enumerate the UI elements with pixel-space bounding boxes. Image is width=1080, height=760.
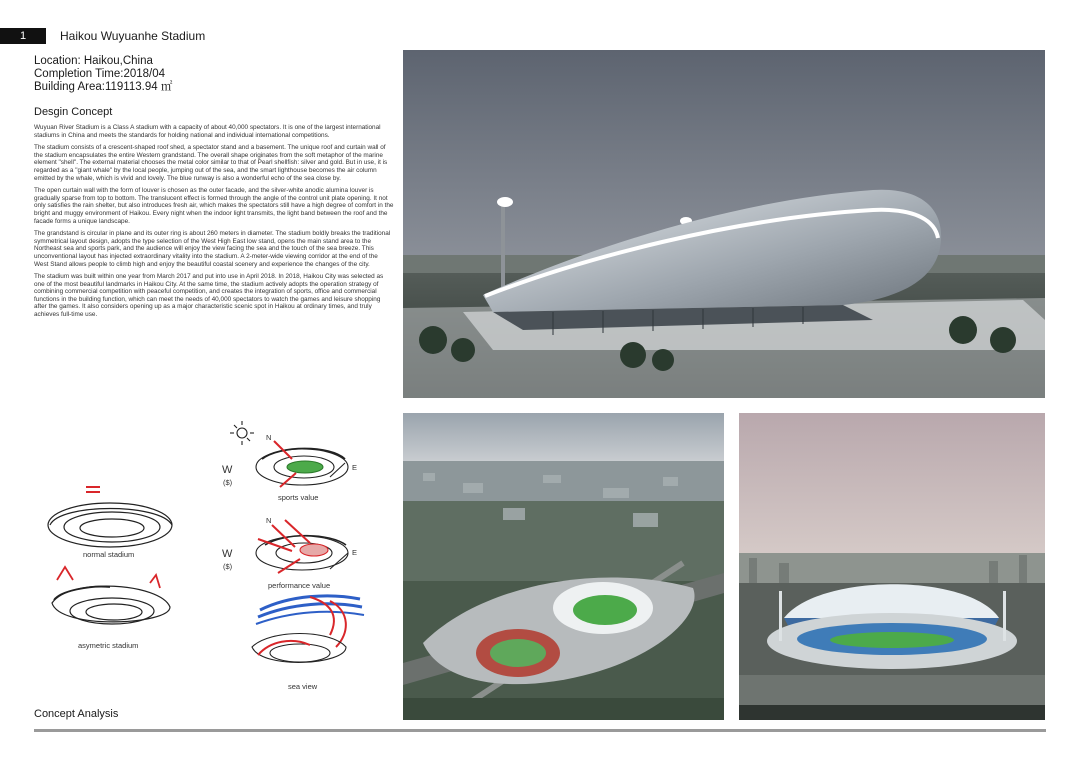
performance-value-label: performance value <box>268 581 331 590</box>
concept-analysis-label: Concept Analysis <box>34 708 119 720</box>
sports-value-diagram <box>230 421 348 487</box>
normal-stadium-label: normal stadium <box>83 550 135 559</box>
stadium-front-photo <box>739 413 1045 720</box>
location-text: Location: Haikou,China <box>34 55 153 67</box>
bottom-rule <box>34 729 1046 732</box>
compass-w2: W <box>222 548 233 560</box>
concept-paragraph: Wuyuan River Stadium is a Class A stadium with a capacity of about 40,000 spectators. It is one of the largest international stadiums in China and meets the standards for holding national and individual international competitions. <box>34 124 381 139</box>
concept-paragraph: The stadium was built within one year from March 2017 and put into use in April 2018. In 2018, Haikou City was selected as one of the most beautiful landmarks in Haikou City. At the same time, the stadium actively adopts the operation strategy of combining commercial competition with peaceful competition, and creates the integration of sports, office and commercial functions in the building function, which can meet the needs of 40,000 spectators to watch the games and leisure shopping after the games. It also considers opening up as a major characteristic scenic spot in Haikou at ordinary times, and truly achieves full-time use. <box>34 273 384 319</box>
concept-paragraph: The stadium consists of a crescent-shaped roof shed, a spectator stand and a basement. The unique roof and curtain wall of the stadium encapsulates the entire Western grandstand. The overall shape originates from the soft metaphor of the marine element "shell". The external material chooses the metal color similar to that of Pearl shellfish: silver and gold. But in use, it is regarded as a "giant whale" by the local people, jumping out of the sea, and the smart lighthouse becomes the air column emitted by the whale, which is vivid and lovely. The blue runway is also a wonderful echo of the sea close by. <box>34 144 388 182</box>
page-title: Haikou Wuyuanhe Stadium <box>60 29 206 43</box>
compass-w1: W <box>222 464 233 476</box>
dollar-mark-2: ($) <box>223 562 233 571</box>
completion-text: Completion Time:2018/04 <box>34 68 166 80</box>
sports-value-label: sports value <box>278 493 319 502</box>
sea-view-diagram <box>252 596 364 663</box>
performance-value-diagram <box>256 520 348 573</box>
asymetric-stadium-label: asymetric stadium <box>78 641 139 650</box>
compass-n2: N <box>266 516 272 525</box>
concept-body <box>34 124 394 324</box>
compass-e2: E <box>352 548 358 557</box>
stadium-aerial-photo <box>403 413 724 720</box>
concept-paragraph: The grandstand is circular in plane and its outer ring is about 260 meters in diameter. The stadium boldly breaks the traditional symmetrical layout design, adopts the type selection of the West High East low stand, opens the main stand area to the Northeast sea and sports park, and the audience will enjoy the view facing the sea and the touch of the sea breeze. This unconventional layout has injected extraordinary vitality into the stadium. A 2-meter-wide viewing corridor at the end of the West Stand allows people to climb high and enjoy the beautiful coastal scenery and experience the changes of the city. <box>34 230 391 268</box>
normal-stadium-diagram <box>48 487 172 547</box>
asymetric-stadium-diagram <box>52 567 170 624</box>
concept-diagrams <box>30 415 400 705</box>
stadium-night-photo <box>403 50 1045 398</box>
area-text: Building Area:119113.94 ㎡ <box>34 81 173 93</box>
compass-e1: E <box>352 463 358 472</box>
dollar-mark-1: ($) <box>223 478 233 487</box>
sea-view-label: sea view <box>288 682 318 691</box>
compass-n1: N <box>266 433 272 442</box>
concept-paragraph: The open curtain wall with the form of louver is chosen as the outer facade, and the silver-white anodic alumina louver is gradually sparse from top to bottom. The translucent effect is formed through the angle of the control unit plate opening. It not only satisfies the rain shelter, but also introduces fresh air, which makes the spectators still have a high degree of comfort in the bright and muggy environment of Haikou. Every night when the indoor light transmits, the light band between the roof and the facade forms a unique landscape. <box>34 187 394 225</box>
concept-heading: Desgin Concept <box>34 106 113 118</box>
project-meta <box>34 55 172 94</box>
page-number: 1 <box>0 28 46 44</box>
